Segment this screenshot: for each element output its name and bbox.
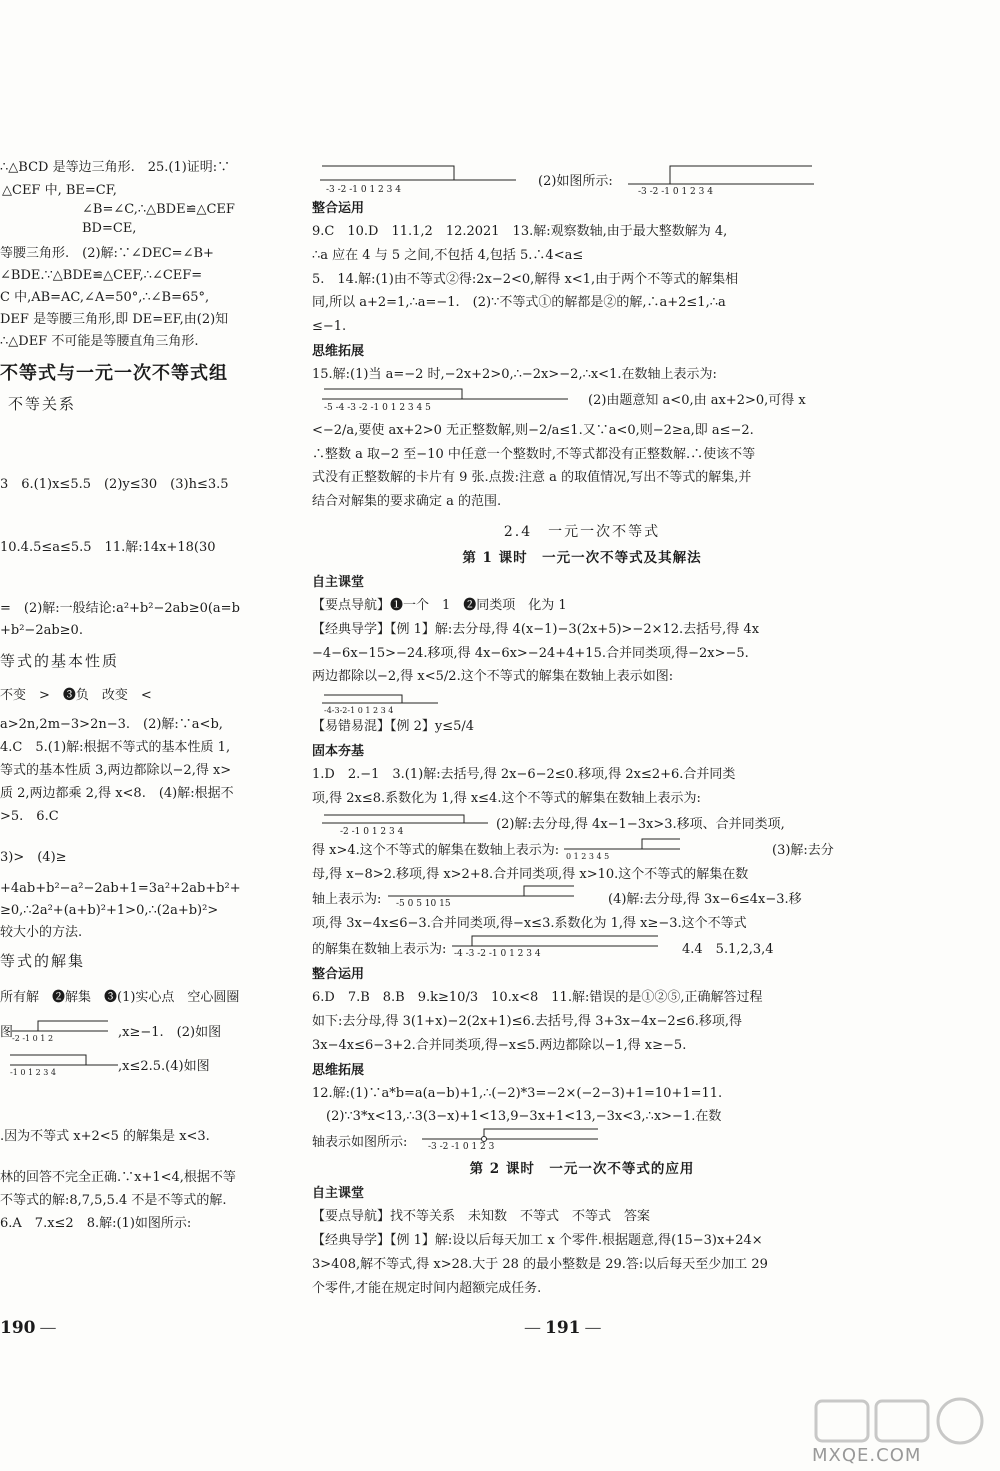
svg-text:0 1 2 3 4 5: 0 1 2 3 4 5 xyxy=(566,851,610,859)
number-line xyxy=(10,1051,120,1077)
section-heading: 等式的解集 xyxy=(0,952,86,970)
section-label: 自主课堂 xyxy=(312,1186,365,1202)
answer-text: 图 xyxy=(0,1025,14,1040)
svg-text:-2 -1 0 1 2: -2 -1 0 1 2 xyxy=(12,1034,54,1043)
text-line: ∴△BCD 是等边三角形. 25.(1)证明:∵ xyxy=(0,160,231,175)
answer-line: .因为不等式 x+2<5 的解集是 x<3. xyxy=(0,1129,210,1144)
answer-line: 15.解:(1)当 a=−2 时,−2x+2>0,∴−2x>−2,∴x<1.在数轴上表示为: xyxy=(312,366,717,382)
answer-line: 质 2,两边都乘 2,得 x<8. (4)解:根据不 xyxy=(0,786,234,801)
answer-line: <−2/a,要使 ax+2>0 无正整数解,则−2/a≤1.又∵a<0,则−2≥a,即 a≤−2. xyxy=(312,422,754,438)
answer-line: 12.解:(1)∵a*b=a(a−b)+1,∴(−2)*3=−2×(−2−3)+1=10+1=11. xyxy=(312,1085,723,1101)
answer-line: 3x−4x≤6−3+2.合并同类项,得−x≤5.两边都除以−1,得 x≥−5. xyxy=(312,1037,687,1053)
number-line xyxy=(564,833,684,859)
answer-line: ∴a 应在 4 与 5 之间,不包括 4,包括 5.∴4<a≤ xyxy=(312,247,584,263)
section-title: 2.4 一元一次不等式 xyxy=(503,523,661,540)
answer-text: (2)由题意知 a<0,由 ax+2>0,可得 x xyxy=(588,392,806,408)
answer-line: 6.A 7.x≤2 8.解:(1)如图所示: xyxy=(0,1216,192,1231)
number-line xyxy=(422,1123,602,1149)
answer-text: ,x≤2.5.(4)如图 xyxy=(118,1059,210,1074)
number-line xyxy=(628,156,818,196)
answer-line: 两边都除以−2,得 x<5/2.这个不等式的解集在数轴上表示如图: xyxy=(312,669,674,685)
number-line xyxy=(322,689,442,715)
left-column xyxy=(0,150,290,1380)
section-label: 固本夯基 xyxy=(312,743,365,759)
answer-line: 不变 > ❸负 改变 < xyxy=(0,688,152,703)
section-label: 思维拓展 xyxy=(312,343,365,359)
number-line-row xyxy=(312,837,852,863)
watermark-text: MXQE.COM xyxy=(812,1445,922,1466)
answer-line xyxy=(0,1023,290,1049)
answer-line: 【要点导航】❶一个 1 ❷同类项 化为 1 xyxy=(312,597,567,613)
svg-text:-2 -1 0 1 2 3 4: -2 -1 0 1 2 3 4 xyxy=(340,826,404,835)
answer-line: = (2)解:一般结论:a²+b²−2ab≥0(a=b xyxy=(0,601,240,616)
answer-line: 9.C 10.D 11.1,2 12.2021 13.解:观察数轴,由于最大整数解为 4, xyxy=(312,224,728,239)
number-line-row xyxy=(312,936,852,962)
section-heading: 不等关系 xyxy=(8,395,77,413)
section-label: 整合运用 xyxy=(312,967,365,983)
answer-line: 结合对解集的要求确定 a 的范围. xyxy=(312,494,502,510)
svg-text:-5 0 5: -5 0 5 10 15 xyxy=(396,899,451,907)
answer-line: 【易错易混】【例 2】y≤5/4 xyxy=(312,719,475,735)
answer-line: 4.C 5.(1)解:根据不等式的基本性质 1, xyxy=(0,740,231,755)
number-line-row xyxy=(312,387,852,413)
answer-text: 轴上表示为: xyxy=(312,892,382,908)
answer-line: 5. 14.解:(1)由不等式②得:2x−2<0,解得 x<1,由于两个不等式的解集相 xyxy=(312,271,739,287)
answer-line: 林的回答不完全正确.∵x+1<4,根据不等 xyxy=(0,1170,236,1185)
answer-line: 同,所以 a+2=1,∴a=−1. (2)∵不等式①的解都是②的解,∴a+2≤1,∴a xyxy=(312,295,726,311)
lesson-title: 第 1 课时 一元一次不等式及其解法 xyxy=(462,549,702,566)
answer-text: (2)解:去分母,得 4x−1−3x>3.移项、合并同类项, xyxy=(496,816,785,832)
answer-text: (3)解:去分 xyxy=(772,842,834,858)
answer-text: ,x≥−1. (2)如图 xyxy=(118,1025,222,1040)
answer-line: 所有解 ❷解集 ❸(1)实心点 空心圆圈 xyxy=(0,990,240,1005)
text-line: DEF 是等腰三角形,即 DE=EF,由(2)知 xyxy=(0,312,229,327)
number-line xyxy=(12,1017,112,1043)
answer-text: 得 x>4.这个不等式的解集在数轴上表示为: xyxy=(312,842,560,858)
answer-line: 3)> (4)≥ xyxy=(0,850,67,865)
number-line-row xyxy=(312,886,852,912)
number-line xyxy=(322,383,572,411)
number-line xyxy=(452,930,662,956)
svg-text:-4-3-2-1 0 1 2 3 4: -4-3-2-1 0 1 2 3 4 xyxy=(324,706,394,716)
page-number-text: 191 xyxy=(545,1318,581,1338)
answer-line: −4−6x−15>−24.移项,得 4x−6x>−24+4+15.合并同类项,得−2x>−5. xyxy=(312,645,749,661)
answer-line: a>2n,2m−3>2n−3. (2)解:∵a<b, xyxy=(0,717,223,732)
answer-line: 等式的基本性质 3,两边都除以−2,得 x> xyxy=(0,763,232,778)
text-line: C 中,AB=AC,∠A=50°,∴∠B=65°, xyxy=(0,290,210,305)
chapter-heading: 不等式与一元一次不等式组 xyxy=(0,363,228,384)
text-line: BD=CE, xyxy=(82,221,137,236)
answer-line: +b²−2ab≥0. xyxy=(0,623,83,638)
number-line xyxy=(322,809,492,835)
section-label: 自主课堂 xyxy=(312,574,365,590)
svg-text:-3 -2 -1 0 1 2 3 4: -3 -2 -1 0 1 2 3 4 xyxy=(326,185,401,195)
answer-line: 1.D 2.−1 3.(1)解:去括号,得 2x−6−2≤0.移项,得 2x≤2+6.合并同类 xyxy=(312,766,736,782)
page-number-text: 190 xyxy=(0,1318,36,1338)
answer-line: 【经典导学】【例 1】解:去分母,得 4(x−1)−3(2x+5)>−2×12.去括号,得 4x xyxy=(312,621,760,637)
answer-line: 较大小的方法. xyxy=(0,925,83,940)
answer-line: 式没有正整数解的卡片有 9 张.点拨:注意 a 的取值情况,写出不等式的解集,并 xyxy=(312,470,752,486)
page-number-right: — 191 — xyxy=(524,1318,602,1338)
number-line-row xyxy=(312,1129,852,1155)
lesson-title: 第 2 课时 一元一次不等式的应用 xyxy=(469,1161,695,1178)
answer-line: ≤−1. xyxy=(312,319,347,335)
answer-line: 【要点导航】找不等关系 未知数 不等式 不等式 答案 xyxy=(312,1209,651,1225)
svg-text:-4 -3 -2 -1 0 1 2 3: -4 -3 -2 -1 0 1 2 3 4 xyxy=(454,949,541,957)
text-line: ∠BDE.∵△BDE≌△CEF,∴∠CEF= xyxy=(0,268,203,283)
number-line-row xyxy=(312,689,852,715)
answer-line: +4ab+b²−a²−2ab+1=3a²+2ab+b²+ xyxy=(0,881,241,896)
answer-line: 6.D 7.B 8.B 9.k≥10/3 10.x<8 11.解:错误的是①②⑤,正确解答过程 xyxy=(312,990,763,1006)
text-line: ∠B=∠C,∴△BDE≌△CEF xyxy=(82,202,235,217)
answer-line: 个零件,才能在规定时间内超额完成任务. xyxy=(312,1280,542,1296)
page-number-left: 190 — xyxy=(0,1318,57,1338)
section-heading: 等式的基本性质 xyxy=(0,652,120,670)
answer-text: 4.4 5.1,2,3,4 xyxy=(682,942,774,958)
answer-line: 10.4.5≤a≤5.5 11.解:14x+18(30 xyxy=(0,540,216,555)
section-label: 思维拓展 xyxy=(312,1062,365,1078)
answer-line: 3>408,解不等式,得 x>28.大于 28 的最小整数是 29.答:以后每天至少加工 29 xyxy=(312,1256,768,1272)
answer-text: 轴表示如图所示: xyxy=(312,1135,408,1151)
answer-line xyxy=(0,1057,290,1083)
answer-line: 母,得 x−8>2.移项,得 x>2+8.合并同类项,得 x>10.这个不等式的解集在数 xyxy=(312,866,749,882)
svg-text:-3 -2 -1 0 1 2 3 4: -3 -2 -1 0 1 2 3 4 xyxy=(638,187,713,196)
answer-line: (2)∵3*x<13,∴3(3−x)+1<13,9−3x+1<13,−3x<3,∴x>−1.在数 xyxy=(326,1109,722,1125)
text-line: 等腰三角形. (2)解:∵∠DEC=∠B+ xyxy=(0,246,214,261)
answer-text: (4)解:去分母,得 3x−6≤4x−3.移 xyxy=(608,892,802,908)
answer-line: 不等式的解:8,7,5,5.4 不是不等式的解. xyxy=(0,1193,227,1208)
number-line xyxy=(320,158,520,198)
answer-text: 的解集在数轴上表示为: xyxy=(312,942,447,958)
answer-line: 项,得 2x≤8.系数化为 1,得 x≤4.这个不等式的解集在数轴上表示为: xyxy=(312,790,701,806)
answer-line: 【经典导学】【例 1】解:设以后每天加工 x 个零件.根据题意,得(15−3)x+24× xyxy=(312,1232,763,1248)
svg-text:-3 -2 -1 0 1 2 3: -3 -2 -1 0 1 2 3 xyxy=(428,1142,495,1150)
text-line: ∴△DEF 不可能是等腰直角三角形. xyxy=(0,334,199,349)
answer-line: ≥0,∴2a²+(a+b)²+1>0,∴(2a+b)²> xyxy=(0,903,219,918)
answer-line: 项,得 3x−4x≤6−3.合并同类项,得−x≤3.系数化为 1,得 x≥−3.这个不等式 xyxy=(312,916,747,932)
answer-line: 如下:去分母,得 3(1+x)−2(2x+1)≤6.去括号,得 3+3x−4x−2≤6.移项,得 xyxy=(312,1013,743,1029)
number-line-row xyxy=(312,152,852,196)
section-label: 整合运用 xyxy=(312,201,365,216)
right-column xyxy=(312,152,852,1352)
answer-line: 3 6.(1)x≤5.5 (2)y≤30 (3)h≤3.5 xyxy=(0,477,229,492)
text-line: (2)如图所示: xyxy=(538,174,613,189)
answer-line: ∴整数 a 取−2 至−10 中任意一个整数时,不等式都没有正整数解.∴使该不等 xyxy=(312,446,756,462)
svg-text:-1 0 1 2 3 4: -1 0 1 2 3 4 xyxy=(10,1068,56,1077)
text-line: △CEF 中, BE=CF, xyxy=(2,183,117,198)
svg-text:-5 -4 -3 -2 -1 0 1 2: -5 -4 -3 -2 -1 0 1 2 3 4 5 xyxy=(324,402,431,411)
answer-line: >5. 6.C xyxy=(0,809,59,824)
number-line xyxy=(388,880,578,906)
